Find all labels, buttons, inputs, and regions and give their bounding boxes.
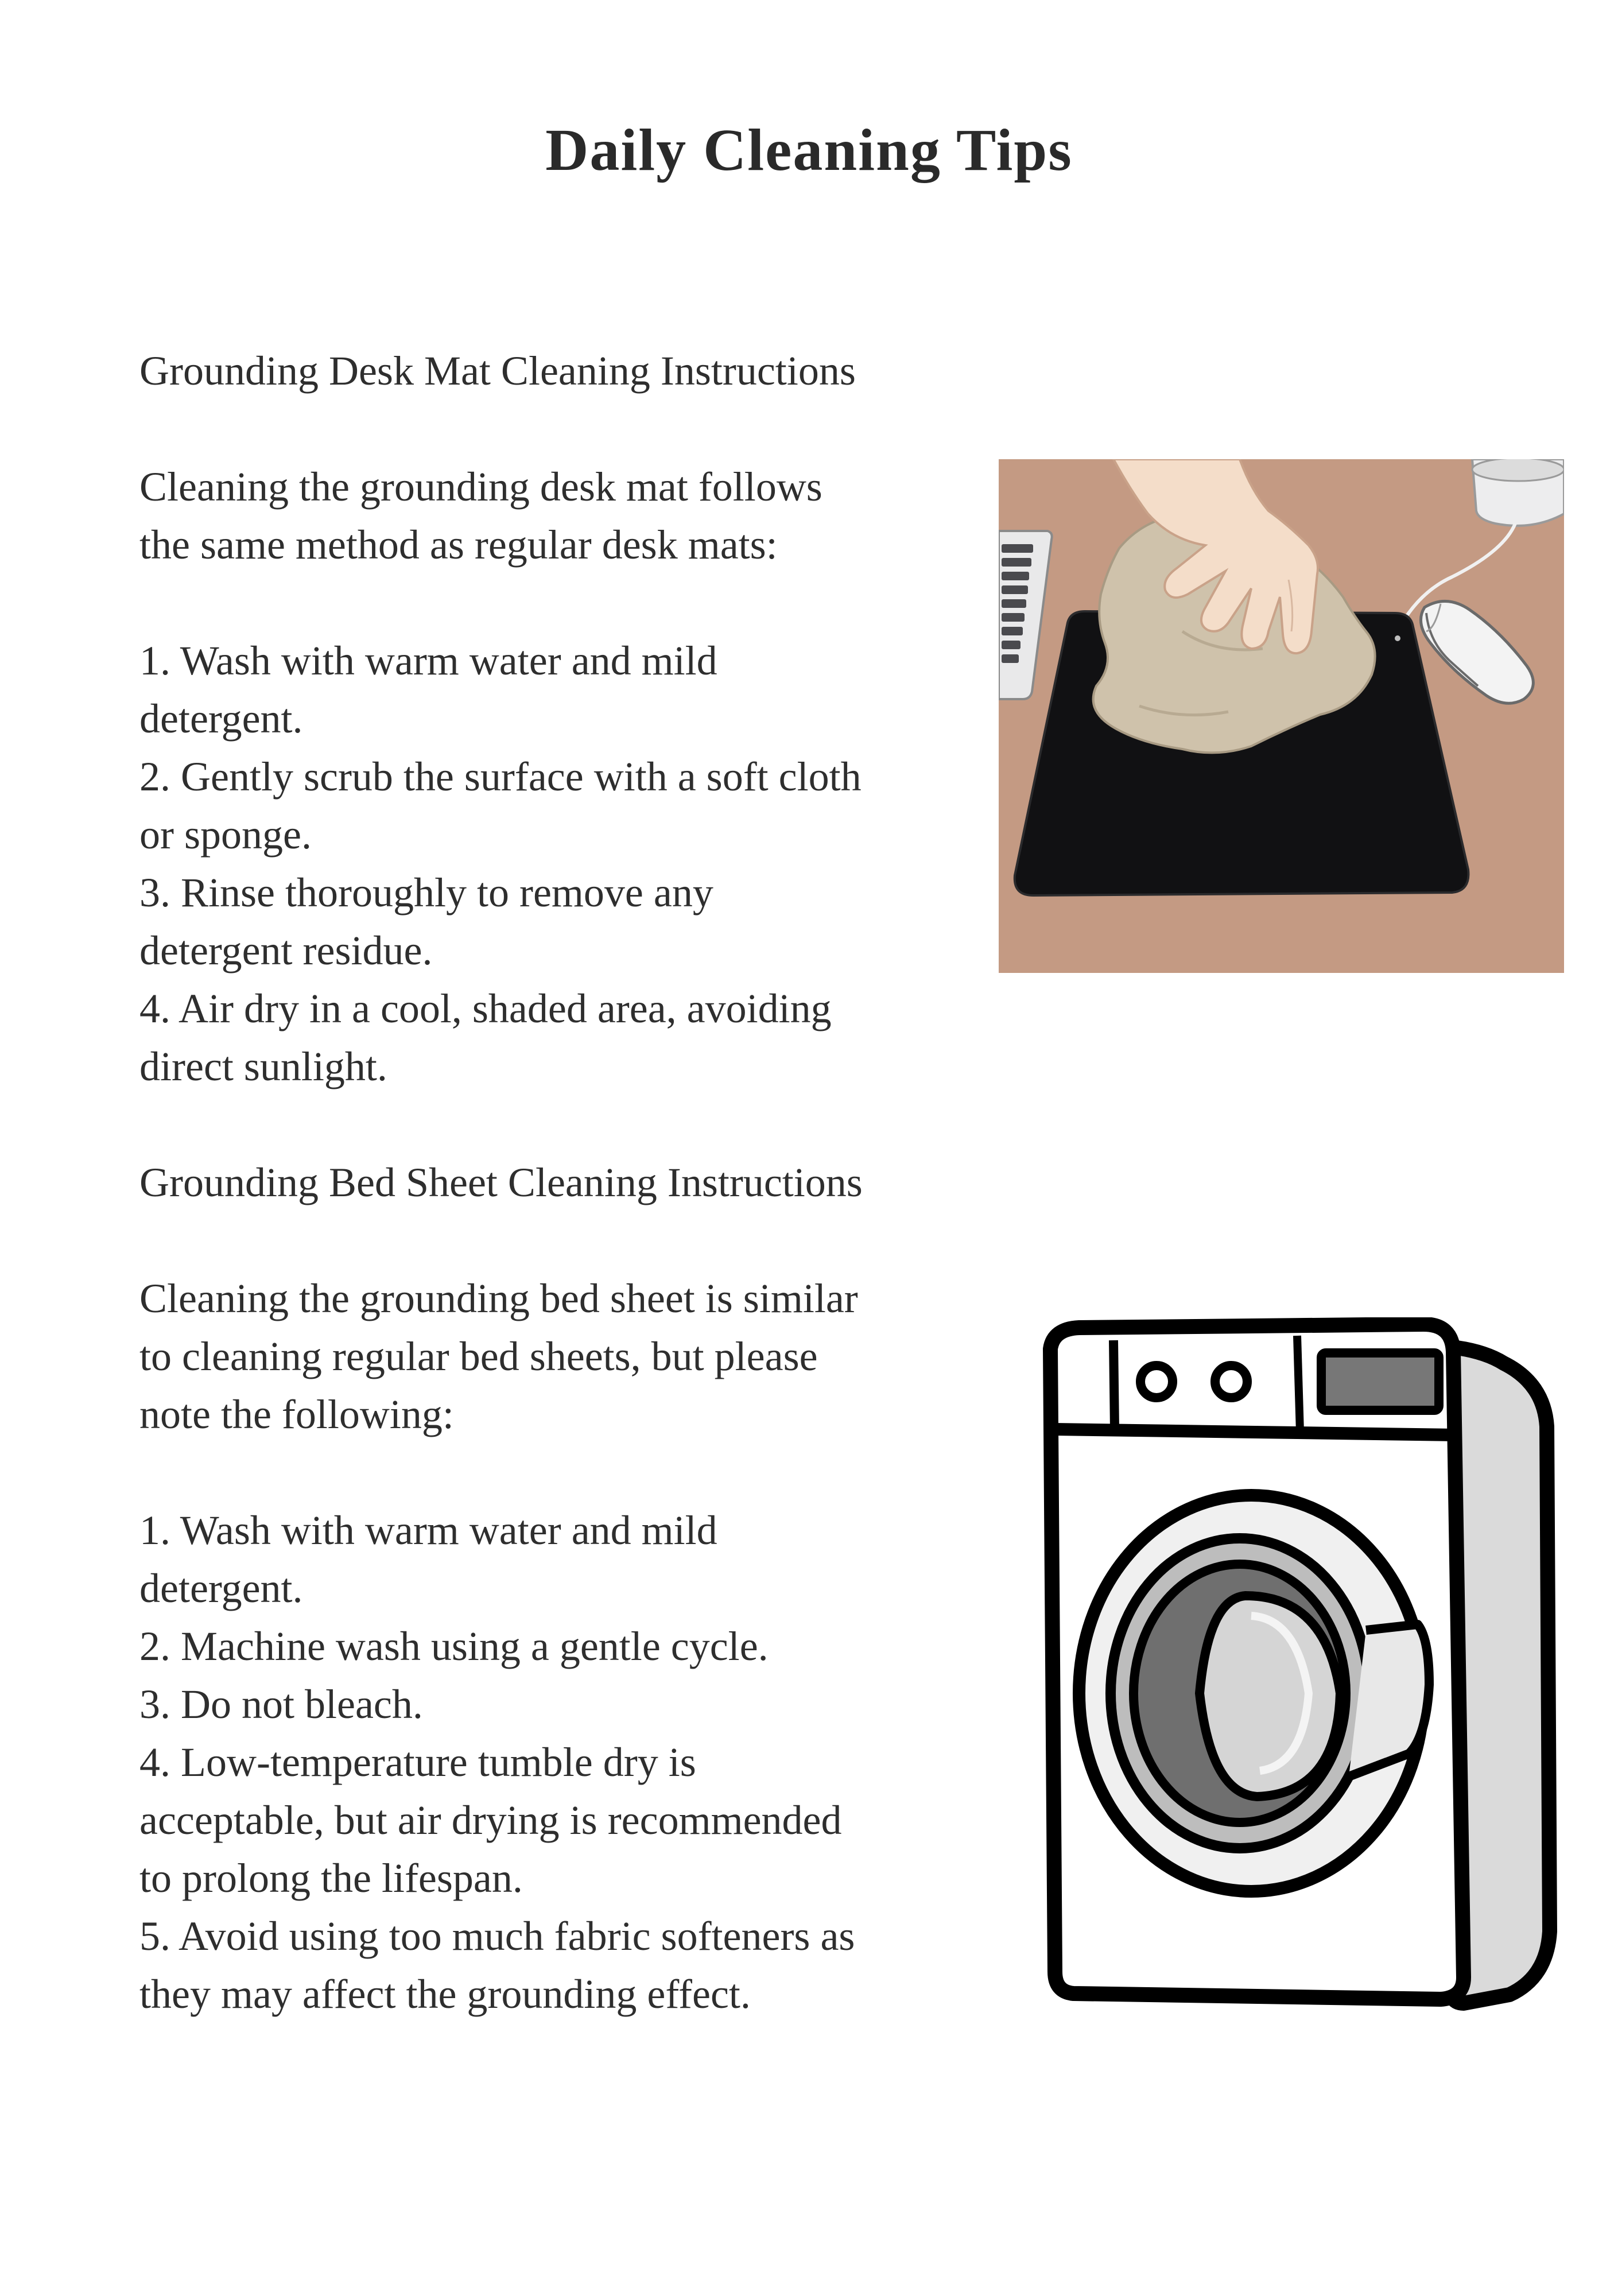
cleaning-desk-mat-illustration [999, 459, 1564, 973]
dial-knob [1140, 1366, 1173, 1398]
desk-mat-intro-line: the same method as regular desk mats: [139, 522, 778, 568]
bed-sheet-step-line: 5. Avoid using too much fabric softeners as [139, 1913, 855, 1959]
bed-sheet-heading: Grounding Bed Sheet Cleaning Instructions [139, 1159, 863, 1205]
page-title: Daily Cleaning Tips [545, 117, 1073, 183]
desk-mat-section [139, 342, 966, 2023]
bed-sheet-intro-line: Cleaning the grounding bed sheet is similar [139, 1275, 858, 1321]
desk-mat-heading: Grounding Desk Mat Cleaning Instructions [139, 348, 856, 394]
desk-mat-step-line: 3. Rinse thoroughly to remove any [139, 870, 713, 916]
bed-sheet-step-line: 3. Do not bleach. [139, 1681, 423, 1727]
desk-mat-step-line: or sponge. [139, 812, 312, 858]
bed-sheet-step-line: 1. Wash with warm water and mild [139, 1507, 717, 1553]
desk-mat-step-line: detergent residue. [139, 928, 433, 974]
bed-sheet-step-line: to prolong the lifespan. [139, 1855, 523, 1901]
bed-sheet-step-line: 4. Low-temperature tumble dry is [139, 1739, 696, 1785]
bed-sheet-intro-line: to cleaning regular bed sheets, but please [139, 1333, 818, 1379]
washing-machine-illustration [1027, 1317, 1567, 2012]
bed-sheet-step-line: detergent. [139, 1565, 303, 1611]
desk-mat-intro-line: Cleaning the grounding desk mat follows [139, 464, 822, 510]
grounding-snap [1395, 635, 1400, 641]
bed-sheet-step-line: acceptable, but air drying is recommended [139, 1797, 842, 1843]
desk-mat-step-line: 1. Wash with warm water and mild [139, 638, 717, 684]
bed-sheet-step-line: they may affect the grounding effect. [139, 1971, 751, 2017]
desk-mat-step-line: detergent. [139, 696, 303, 742]
dial-knob [1215, 1366, 1247, 1398]
bed-sheet-step-line: 2. Machine wash using a gentle cycle. [139, 1623, 769, 1669]
desk-mat-step-line: 4. Air dry in a cool, shaded area, avoiding [139, 986, 832, 1031]
desk-mat-step-line: 2. Gently scrub the surface with a soft cloth [139, 754, 862, 800]
desk-mat-step-line: direct sunlight. [139, 1044, 387, 1089]
display-panel [1321, 1353, 1439, 1410]
bed-sheet-intro-line: note the following: [139, 1391, 454, 1437]
washing-machine-icon [1050, 1324, 1550, 2003]
mug-icon [1472, 459, 1564, 526]
